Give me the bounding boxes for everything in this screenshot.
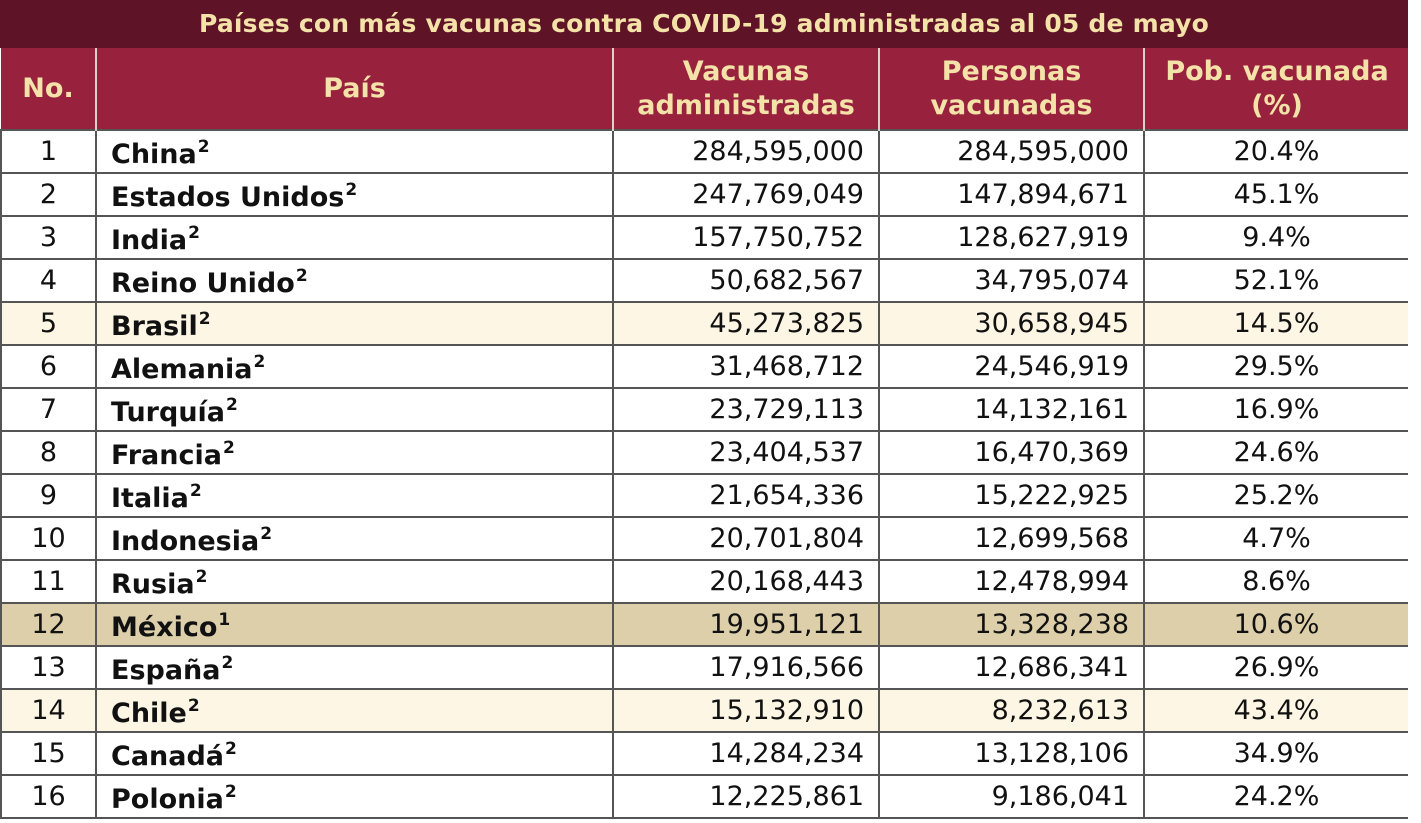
cell-pais (96, 431, 613, 474)
cell-no (1, 216, 96, 259)
cell-personas (879, 517, 1144, 560)
cell-personas-value: 24,546,919 (974, 351, 1129, 382)
cell-no (1, 474, 96, 517)
cell-personas-value: 30,658,945 (974, 308, 1129, 339)
cell-pais (96, 474, 613, 517)
cell-personas-value: 147,894,671 (957, 179, 1129, 210)
cell-no-value: 12 (31, 609, 66, 640)
cell-personas-value: 128,627,919 (957, 222, 1129, 253)
cell-pais (96, 603, 613, 646)
cell-no (1, 646, 96, 689)
cell-no (1, 130, 96, 173)
cell-vacunas (613, 431, 879, 474)
cell-pais (96, 130, 613, 173)
cell-vacunas (613, 130, 879, 173)
cell-pais (96, 173, 613, 216)
cell-no-value: 7 (39, 394, 58, 425)
cell-no-value: 1 (39, 136, 58, 167)
footnote-marker: 1 (218, 610, 231, 630)
cell-no-value: 9 (39, 480, 58, 511)
cell-vacunas-value: 23,404,537 (709, 437, 864, 468)
cell-no-value: 3 (39, 222, 58, 253)
cell-pais (96, 732, 613, 775)
cell-personas-value: 12,478,994 (974, 566, 1129, 597)
cell-pob (1144, 517, 1408, 560)
table-row (1, 388, 1408, 431)
cell-personas-value: 16,470,369 (974, 437, 1129, 468)
cell-pob (1144, 474, 1408, 517)
cell-pob (1144, 689, 1408, 732)
cell-pob-value: 29.5% (1233, 351, 1320, 382)
cell-personas (879, 431, 1144, 474)
cell-personas (879, 603, 1144, 646)
cell-pais-value: España (111, 655, 221, 686)
cell-vacunas (613, 216, 879, 259)
footnote-marker: 2 (189, 481, 202, 501)
cell-pais (96, 388, 613, 431)
cell-personas-value: 8,232,613 (991, 695, 1129, 726)
cell-pais-value: Canadá (111, 741, 225, 772)
cell-personas (879, 646, 1144, 689)
cell-vacunas-value: 31,468,712 (709, 351, 864, 382)
cell-pais-value: México (111, 612, 218, 643)
cell-pais (96, 517, 613, 560)
cell-vacunas (613, 560, 879, 603)
cell-vacunas-value: 20,168,443 (709, 566, 864, 597)
header-vacunas-line1: Vacunas (682, 55, 810, 87)
cell-pais (96, 646, 613, 689)
cell-no-value: 8 (39, 437, 58, 468)
cell-vacunas (613, 646, 879, 689)
cell-pob (1144, 431, 1408, 474)
cell-pob-value: 26.9% (1233, 652, 1320, 683)
cell-no (1, 259, 96, 302)
cell-pais-value: Brasil (111, 311, 198, 342)
cell-pais-value: China (111, 139, 197, 170)
header-vacunas-line2: administradas (637, 89, 855, 121)
cell-personas (879, 775, 1144, 818)
header-personas-line2: vacunadas (930, 89, 1093, 121)
cell-vacunas (613, 388, 879, 431)
cell-personas (879, 216, 1144, 259)
cell-pais-value: Italia (111, 483, 189, 514)
table-row (1, 603, 1408, 646)
cell-pais-value: Estados Unidos (111, 182, 345, 213)
footnote-marker: 2 (345, 180, 358, 200)
cell-personas (879, 689, 1144, 732)
cell-personas-value: 14,132,161 (974, 394, 1129, 425)
header-row (1, 48, 1408, 130)
cell-pais-value: Polonia (111, 784, 224, 815)
cell-pob-value: 4.7% (1242, 523, 1311, 554)
cell-pob-value: 43.4% (1233, 695, 1320, 726)
cell-pais (96, 560, 613, 603)
footnote-marker: 2 (224, 782, 237, 802)
header-personas (879, 48, 1144, 130)
cell-vacunas (613, 345, 879, 388)
cell-pais (96, 259, 613, 302)
cell-personas (879, 388, 1144, 431)
header-vacunas (613, 48, 879, 130)
table-row (1, 173, 1408, 216)
table-row (1, 345, 1408, 388)
table-row (1, 130, 1408, 173)
cell-personas-value: 12,699,568 (974, 523, 1129, 554)
cell-no (1, 689, 96, 732)
cell-vacunas-value: 20,701,804 (709, 523, 864, 554)
cell-no (1, 173, 96, 216)
table-row (1, 560, 1408, 603)
cell-pais (96, 345, 613, 388)
cell-vacunas (613, 732, 879, 775)
cell-no (1, 560, 96, 603)
cell-pais-value: Francia (111, 440, 222, 471)
cell-vacunas-value: 157,750,752 (692, 222, 864, 253)
footnote-marker: 2 (188, 223, 200, 243)
cell-vacunas-value: 19,951,121 (709, 609, 864, 640)
cell-pais-value: Alemania (111, 354, 253, 385)
cell-vacunas-value: 15,132,910 (709, 695, 864, 726)
vaccination-table (0, 48, 1408, 819)
cell-no-value: 14 (31, 695, 66, 726)
cell-vacunas (613, 173, 879, 216)
cell-personas (879, 732, 1144, 775)
footnote-marker: 2 (197, 137, 210, 157)
cell-no-value: 2 (39, 179, 58, 210)
cell-no-value: 13 (31, 652, 66, 683)
cell-pais (96, 689, 613, 732)
cell-personas (879, 173, 1144, 216)
header-pob-line2: (%) (1251, 89, 1303, 121)
cell-vacunas-value: 45,273,825 (709, 308, 864, 339)
cell-personas (879, 345, 1144, 388)
cell-personas (879, 259, 1144, 302)
cell-vacunas-value: 23,729,113 (709, 394, 864, 425)
footnote-marker: 2 (253, 352, 266, 372)
cell-personas-value: 284,595,000 (957, 136, 1129, 167)
cell-pais (96, 216, 613, 259)
table-row (1, 689, 1408, 732)
cell-pob-value: 20.4% (1233, 136, 1320, 167)
cell-personas-value: 34,795,074 (974, 265, 1129, 296)
table-body (1, 130, 1408, 818)
footnote-marker: 2 (187, 696, 200, 716)
table-header (1, 48, 1408, 130)
table-title: Países con más vacunas contra COVID-19 administradas al 05 de mayo (0, 0, 1408, 48)
footnote-marker: 2 (198, 309, 211, 329)
header-no-label: No. (22, 72, 74, 104)
cell-personas-value: 13,328,238 (974, 609, 1129, 640)
cell-pob (1144, 345, 1408, 388)
cell-pob (1144, 259, 1408, 302)
cell-no-value: 15 (31, 738, 66, 769)
cell-vacunas (613, 474, 879, 517)
cell-pais-value: India (111, 225, 188, 256)
table-row (1, 732, 1408, 775)
cell-no (1, 302, 96, 345)
cell-no (1, 517, 96, 560)
cell-pob-value: 24.2% (1233, 781, 1320, 812)
cell-no (1, 431, 96, 474)
cell-no-value: 10 (31, 523, 66, 554)
cell-pais-value: Reino Unido (111, 268, 295, 299)
cell-no (1, 388, 96, 431)
cell-personas (879, 560, 1144, 603)
cell-personas-value: 13,128,106 (974, 738, 1129, 769)
cell-vacunas (613, 302, 879, 345)
table-row (1, 216, 1408, 259)
table-row (1, 259, 1408, 302)
cell-pob (1144, 302, 1408, 345)
footnote-marker: 2 (221, 653, 234, 673)
footnote-marker: 2 (295, 266, 308, 286)
footnote-marker: 2 (195, 567, 208, 587)
cell-vacunas (613, 603, 879, 646)
cell-no (1, 345, 96, 388)
cell-pob (1144, 216, 1408, 259)
cell-personas (879, 302, 1144, 345)
cell-pob-value: 14.5% (1233, 308, 1320, 339)
cell-pob-value: 8.6% (1242, 566, 1311, 597)
cell-no-value: 4 (39, 265, 58, 296)
cell-vacunas-value: 21,654,336 (709, 480, 864, 511)
footnote-marker: 2 (226, 395, 238, 415)
cell-personas-value: 12,686,341 (974, 652, 1129, 683)
header-pais (96, 48, 613, 130)
cell-pais (96, 775, 613, 818)
header-no (1, 48, 96, 130)
cell-pais-value: Chile (111, 698, 187, 729)
cell-vacunas-value: 50,682,567 (709, 265, 864, 296)
cell-pob-value: 34.9% (1233, 738, 1320, 769)
cell-no-value: 11 (31, 566, 66, 597)
cell-vacunas-value: 17,916,566 (709, 652, 864, 683)
cell-pob (1144, 130, 1408, 173)
cell-pob-value: 45.1% (1233, 179, 1320, 210)
cell-pob-value: 9.4% (1242, 222, 1311, 253)
cell-pob (1144, 603, 1408, 646)
cell-personas (879, 474, 1144, 517)
cell-pob-value: 16.9% (1233, 394, 1320, 425)
footnote-marker: 2 (222, 438, 235, 458)
cell-no (1, 603, 96, 646)
cell-pais-value: Indonesia (111, 526, 260, 557)
cell-personas-value: 15,222,925 (974, 480, 1129, 511)
cell-pob (1144, 775, 1408, 818)
cell-pob (1144, 173, 1408, 216)
table-row (1, 646, 1408, 689)
cell-no (1, 732, 96, 775)
header-pob-line1: Pob. vacunada (1165, 55, 1389, 87)
cell-pob (1144, 732, 1408, 775)
cell-pob (1144, 646, 1408, 689)
cell-vacunas-value: 284,595,000 (692, 136, 864, 167)
cell-vacunas-value: 247,769,049 (692, 179, 864, 210)
cell-no-value: 16 (31, 781, 66, 812)
cell-pais-value: Rusia (111, 569, 195, 600)
cell-no (1, 775, 96, 818)
cell-vacunas (613, 689, 879, 732)
cell-no-value: 6 (39, 351, 58, 382)
table-row (1, 431, 1408, 474)
cell-personas-value: 9,186,041 (991, 781, 1129, 812)
cell-vacunas (613, 517, 879, 560)
cell-pob-value: 24.6% (1233, 437, 1320, 468)
cell-pob-value: 52.1% (1233, 265, 1320, 296)
table-row (1, 517, 1408, 560)
cell-pais-value: Turquía (111, 397, 226, 428)
cell-vacunas-value: 12,225,861 (709, 781, 864, 812)
table-row (1, 775, 1408, 818)
table-row (1, 302, 1408, 345)
header-personas-line1: Personas (941, 55, 1082, 87)
header-pais-label: País (323, 72, 386, 104)
cell-vacunas (613, 775, 879, 818)
cell-pob-value: 25.2% (1233, 480, 1320, 511)
footnote-marker: 2 (260, 524, 273, 544)
header-pob (1144, 48, 1408, 130)
cell-no-value: 5 (39, 308, 58, 339)
cell-pais (96, 302, 613, 345)
cell-vacunas (613, 259, 879, 302)
cell-pob (1144, 560, 1408, 603)
table-row (1, 474, 1408, 517)
cell-vacunas-value: 14,284,234 (709, 738, 864, 769)
footnote-marker: 2 (225, 739, 237, 759)
cell-pob-value: 10.6% (1233, 609, 1320, 640)
cell-pob (1144, 388, 1408, 431)
cell-personas (879, 130, 1144, 173)
